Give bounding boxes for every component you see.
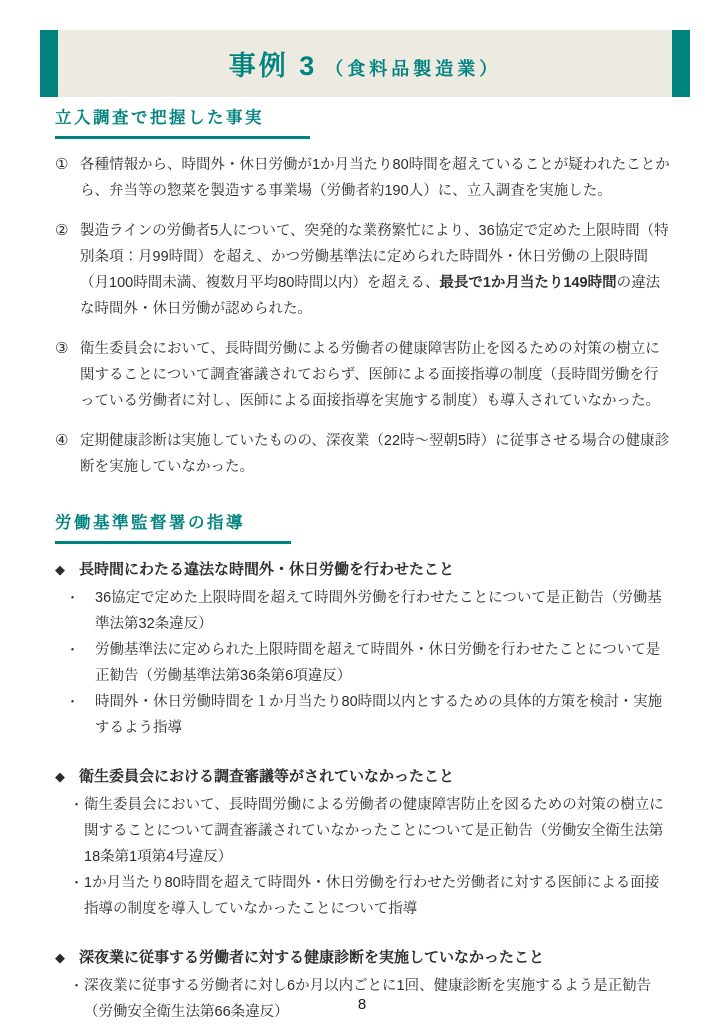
fact-number-3: ③: [55, 340, 69, 357]
guidance-point: [55, 792, 672, 870]
guidance-point: [55, 870, 672, 922]
fact-number-1: ①: [55, 156, 69, 173]
guidance-group-1-title: [55, 557, 672, 582]
guidance-section: [55, 509, 672, 1025]
dot-bullet-icon: ・: [70, 875, 84, 890]
fact-text-2-bold: 最長で1か月当たり149時間: [439, 275, 617, 291]
dot-bullet-icon: ・: [66, 642, 80, 657]
fact-number-2: ②: [55, 222, 69, 239]
facts-section: [55, 104, 672, 480]
fact-item-2: [55, 218, 672, 322]
fact-text-2-after: の違法な時間外・休日労働が認められた。: [80, 275, 661, 317]
guidance-group-1-title-text: 長時間にわたる違法な時間外・休日労働を行わせたこと: [79, 561, 455, 578]
guidance-point-text: 時間外・休日労働時間を１か月当たり80時間以内とするための具体的方策を検討・実施するよう指導: [95, 694, 663, 736]
guidance-group-3-title-text: 深夜業に従事する労働者に対する健康診断を実施していなかったこと: [79, 949, 545, 966]
fact-number-4: ④: [55, 432, 69, 449]
page-title-sub: （食料品製造業）: [325, 59, 502, 79]
guidance-point: [55, 585, 672, 637]
guidance-point: [55, 637, 672, 689]
title-banner: [40, 30, 690, 97]
guidance-point-text: 36協定で定めた上限時間を超えて時間外労働を行わせたことについて是正勧告（労働基準法第32条違反）: [95, 590, 662, 632]
dot-bullet-icon: ・: [66, 590, 80, 605]
page-title: [229, 44, 502, 83]
guidance-group-3-title: [55, 945, 672, 970]
page-title-main: 事例 3: [228, 51, 318, 81]
guidance-point-text: 労働基準法に定められた上限時間を超えて時間外・休日労働を行わせたことについて是正勧告（労働基準法第36条第6項違反）: [95, 642, 661, 684]
fact-text-1: 各種情報から、時間外・休日労働が1か月当たり80時間を超えていることが疑われたことから、弁当等の惣菜を製造する事業場（労働者約190人）に、立入調査を実施した。: [80, 157, 670, 199]
fact-text-2: [80, 218, 672, 322]
guidance-heading: 労働基準監督署の指導: [55, 509, 291, 544]
fact-item-3: [55, 336, 672, 414]
diamond-bullet-icon: ◆: [55, 769, 65, 784]
fact-text-2-before: 製造ラインの労働者5人について、突発的な業務繁忙により、36協定で定めた上限時間（特別条項：月99時間）を超え、かつ労働基準法に定められた時間外・休日労働の上限時間（月100時間未満、複数月平均80時間以内）を超える、: [80, 223, 669, 291]
dot-bullet-icon: ・: [66, 694, 80, 709]
facts-list: [55, 152, 672, 480]
page-number: 8: [357, 996, 367, 1013]
fact-item-1: [55, 152, 672, 204]
guidance-group-2-title-text: 衛生委員会における調査審議等がされていなかったこと: [79, 768, 455, 785]
guidance-group-3: [55, 945, 672, 1025]
diamond-bullet-icon: ◆: [55, 950, 65, 965]
banner-left-bar: [40, 30, 58, 97]
fact-text-3: 衛生委員会において、長時間労働による労働者の健康障害防止を図るための対策の樹立に関することについて調査審議されておらず、医師による面接指導の制度（長時間労働を行っている労働者に対し、医師による面接指導を実施する制度）も導入されていなかった。: [80, 341, 660, 409]
guidance-group-2: [55, 764, 672, 922]
guidance-group-1: [55, 557, 672, 741]
dot-bullet-icon: ・: [70, 978, 84, 993]
document-body: [0, 104, 724, 1025]
guidance-group-1-points: [55, 585, 672, 741]
guidance-point-text: 衛生委員会において、長時間労働による労働者の健康障害防止を図るための対策の樹立に関することについて調査審議されていなかったことについて是正勧告（労働安全衛生法第18条第1項第4号違反）: [84, 797, 664, 865]
guidance-point-text: 1か月当たり80時間を超えて時間外・休日労働を行わせた労働者に対する医師による面接指導の制度を導入していなかったことについて指導: [84, 875, 660, 917]
diamond-bullet-icon: ◆: [55, 562, 65, 577]
fact-item-4: [55, 428, 672, 480]
banner-right-bar: [672, 30, 690, 97]
dot-bullet-icon: ・: [70, 797, 84, 812]
guidance-group-2-points: [55, 792, 672, 922]
guidance-group-2-title: [55, 764, 672, 789]
facts-heading: 立入調査で把握した事実: [55, 104, 310, 139]
guidance-point: [55, 689, 672, 741]
fact-text-4: 定期健康診断は実施していたものの、深夜業（22時～翌朝5時）に従事させる場合の健康診断を実施していなかった。: [80, 433, 670, 475]
guidance-point-text: 深夜業に従事する労働者に対し6か月以内ごとに1回、健康診断を実施するよう是正勧告（労働安全衛生法第66条違反）: [84, 978, 652, 1020]
